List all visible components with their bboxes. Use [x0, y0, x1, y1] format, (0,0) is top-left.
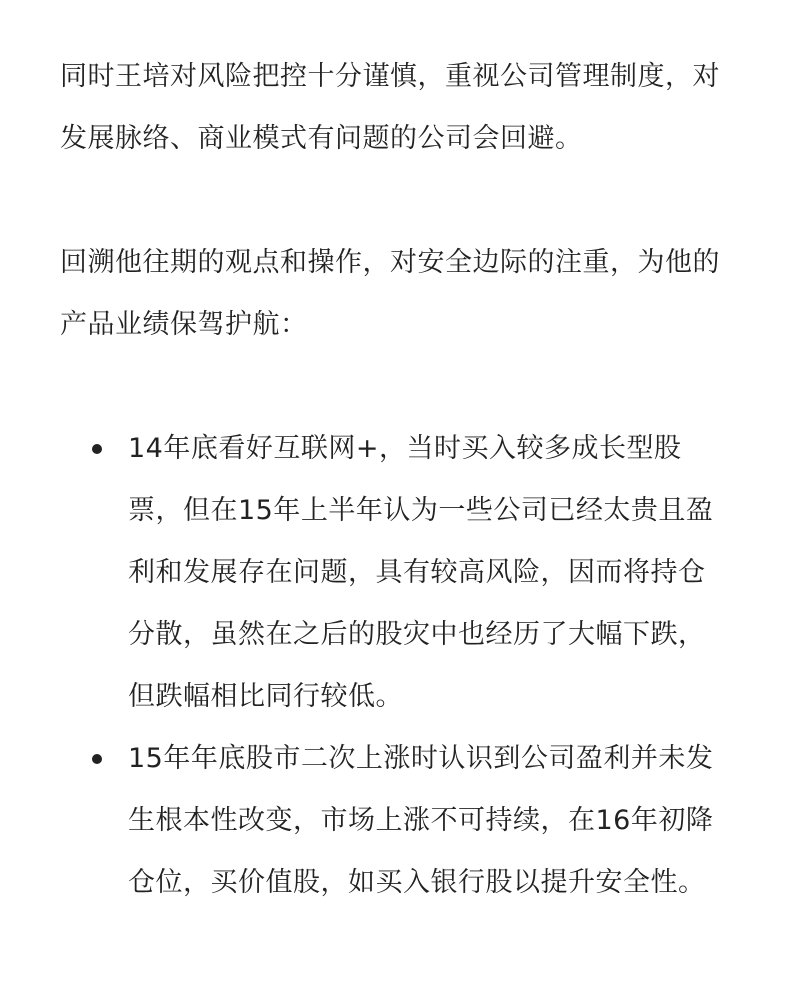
article-paragraph-2: 回溯他往期的观点和操作，对安全边际的注重，为他的产品业绩保驾护航： — [60, 247, 720, 340]
list-item — [60, 418, 728, 728]
bullet-list — [60, 418, 745, 914]
list-item-text: 14年底看好互联网+，当时买入较多成长型股票，但在15年上半年认为一些公司已经太贵且盈利和发展存在问题，具有较高风险，因而将持仓分散，虽然在之后的股灾中也经历了大幅下跌，但跌幅相比同行较低。 — [128, 433, 714, 712]
article-paragraph-1: 同时王培对风险把控十分谨慎，重视公司管理制度，对发展脉络、商业模式有问题的公司会回避。 — [60, 61, 720, 154]
list-item-text: 15年年底股市二次上涨时认识到公司盈利并未发生根本性改变，市场上涨不可持续，在16年初降仓位，买价值股，如买入银行股以提升安全性。 — [128, 743, 714, 898]
bullet-dot-icon — [92, 754, 102, 764]
bullet-dot-icon — [92, 444, 102, 454]
list-item — [60, 728, 728, 914]
